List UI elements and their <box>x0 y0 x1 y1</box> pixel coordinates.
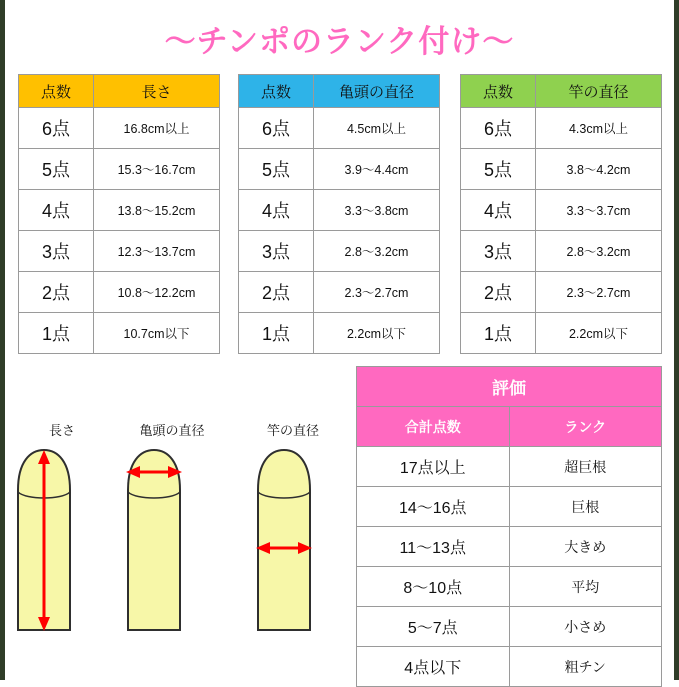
table-row <box>239 190 440 231</box>
table-row <box>357 567 662 607</box>
score-value: 5点 <box>239 149 314 190</box>
range-value: 2.8〜3.2cm <box>536 231 662 272</box>
column-header-total-score: 合計点数 <box>357 407 510 447</box>
total-score-value: 14〜16点 <box>357 487 510 527</box>
evaluation-title: 評価 <box>357 367 662 407</box>
range-value: 4.5cm以上 <box>314 108 440 149</box>
range-value: 16.8cm以上 <box>94 108 220 149</box>
range-value: 2.8〜3.2cm <box>314 231 440 272</box>
score-value: 6点 <box>239 108 314 149</box>
range-value: 15.3〜16.7cm <box>94 149 220 190</box>
range-value: 4.3cm以上 <box>536 108 662 149</box>
table-row <box>239 149 440 190</box>
range-value: 2.3〜2.7cm <box>314 272 440 313</box>
score-value: 1点 <box>239 313 314 354</box>
score-value: 2点 <box>239 272 314 313</box>
column-header-glans-diameter: 亀頭の直径 <box>314 75 440 108</box>
page-title: 〜チンポのランク付け〜 <box>164 24 515 59</box>
table-row <box>461 272 662 313</box>
column-header-shaft-diameter: 竿の直径 <box>536 75 662 108</box>
shape-length-diagram <box>18 450 70 631</box>
score-value: 5点 <box>461 149 536 190</box>
range-value: 13.8〜15.2cm <box>94 190 220 231</box>
column-header-length: 長さ <box>94 75 220 108</box>
table-row <box>239 108 440 149</box>
score-value: 5点 <box>19 149 94 190</box>
table-row <box>239 313 440 354</box>
table-row <box>19 149 220 190</box>
score-value: 4点 <box>19 190 94 231</box>
range-value: 3.9〜4.4cm <box>314 149 440 190</box>
diagram-label-length: 長さ <box>48 423 75 438</box>
range-value: 2.3〜2.7cm <box>536 272 662 313</box>
table-row <box>19 190 220 231</box>
score-value: 4点 <box>461 190 536 231</box>
rank-value: 超巨根 <box>509 447 662 487</box>
score-value: 3点 <box>239 231 314 272</box>
diagram-label-shaft: 竿の直径 <box>266 423 319 438</box>
rank-value: 巨根 <box>509 487 662 527</box>
rank-value: 平均 <box>509 567 662 607</box>
table-row <box>19 272 220 313</box>
range-value: 3.8〜4.2cm <box>536 149 662 190</box>
range-value: 2.2cm以下 <box>314 313 440 354</box>
score-value: 6点 <box>19 108 94 149</box>
range-value: 10.8〜12.2cm <box>94 272 220 313</box>
table-shaft-diameter <box>460 74 662 354</box>
total-score-value: 11〜13点 <box>357 527 510 567</box>
table-row <box>461 108 662 149</box>
table-row <box>461 75 662 108</box>
diagram-label-glans: 亀頭の直径 <box>139 423 205 438</box>
score-value: 3点 <box>19 231 94 272</box>
table-row <box>357 487 662 527</box>
shape-shaft-diagram <box>256 450 312 630</box>
table-row <box>461 231 662 272</box>
table-row <box>239 272 440 313</box>
column-header-rank: ランク <box>509 407 662 447</box>
column-header-score: 点数 <box>239 75 314 108</box>
table-row <box>239 75 440 108</box>
table-evaluation <box>356 366 662 687</box>
rank-value: 小さめ <box>509 607 662 647</box>
score-value: 2点 <box>461 272 536 313</box>
table-row <box>19 313 220 354</box>
range-value: 3.3〜3.7cm <box>536 190 662 231</box>
score-value: 1点 <box>19 313 94 354</box>
measurement-diagrams <box>0 400 350 650</box>
table-row <box>461 313 662 354</box>
score-value: 6点 <box>461 108 536 149</box>
score-value: 2点 <box>19 272 94 313</box>
table-row <box>19 231 220 272</box>
table-length <box>18 74 220 354</box>
score-value: 4点 <box>239 190 314 231</box>
table-row <box>357 527 662 567</box>
rank-value: 粗チン <box>509 647 662 687</box>
table-row <box>461 190 662 231</box>
range-value: 12.3〜13.7cm <box>94 231 220 272</box>
table-row <box>357 367 662 407</box>
total-score-value: 4点以下 <box>357 647 510 687</box>
column-header-score: 点数 <box>19 75 94 108</box>
table-row <box>357 607 662 647</box>
table-row <box>19 75 220 108</box>
total-score-value: 17点以上 <box>357 447 510 487</box>
table-row <box>239 231 440 272</box>
score-value: 3点 <box>461 231 536 272</box>
table-row <box>461 149 662 190</box>
table-row <box>357 447 662 487</box>
total-score-value: 8〜10点 <box>357 567 510 607</box>
rank-value: 大きめ <box>509 527 662 567</box>
table-row <box>357 407 662 447</box>
range-value: 3.3〜3.8cm <box>314 190 440 231</box>
range-value: 10.7cm以下 <box>94 313 220 354</box>
shape-glans-diagram <box>126 450 182 630</box>
range-value: 2.2cm以下 <box>536 313 662 354</box>
total-score-value: 5〜7点 <box>357 607 510 647</box>
column-header-score: 点数 <box>461 75 536 108</box>
right-edge-bar <box>674 0 679 680</box>
table-row <box>19 108 220 149</box>
score-value: 1点 <box>461 313 536 354</box>
table-row <box>357 647 662 687</box>
table-glans-diameter <box>238 74 440 354</box>
